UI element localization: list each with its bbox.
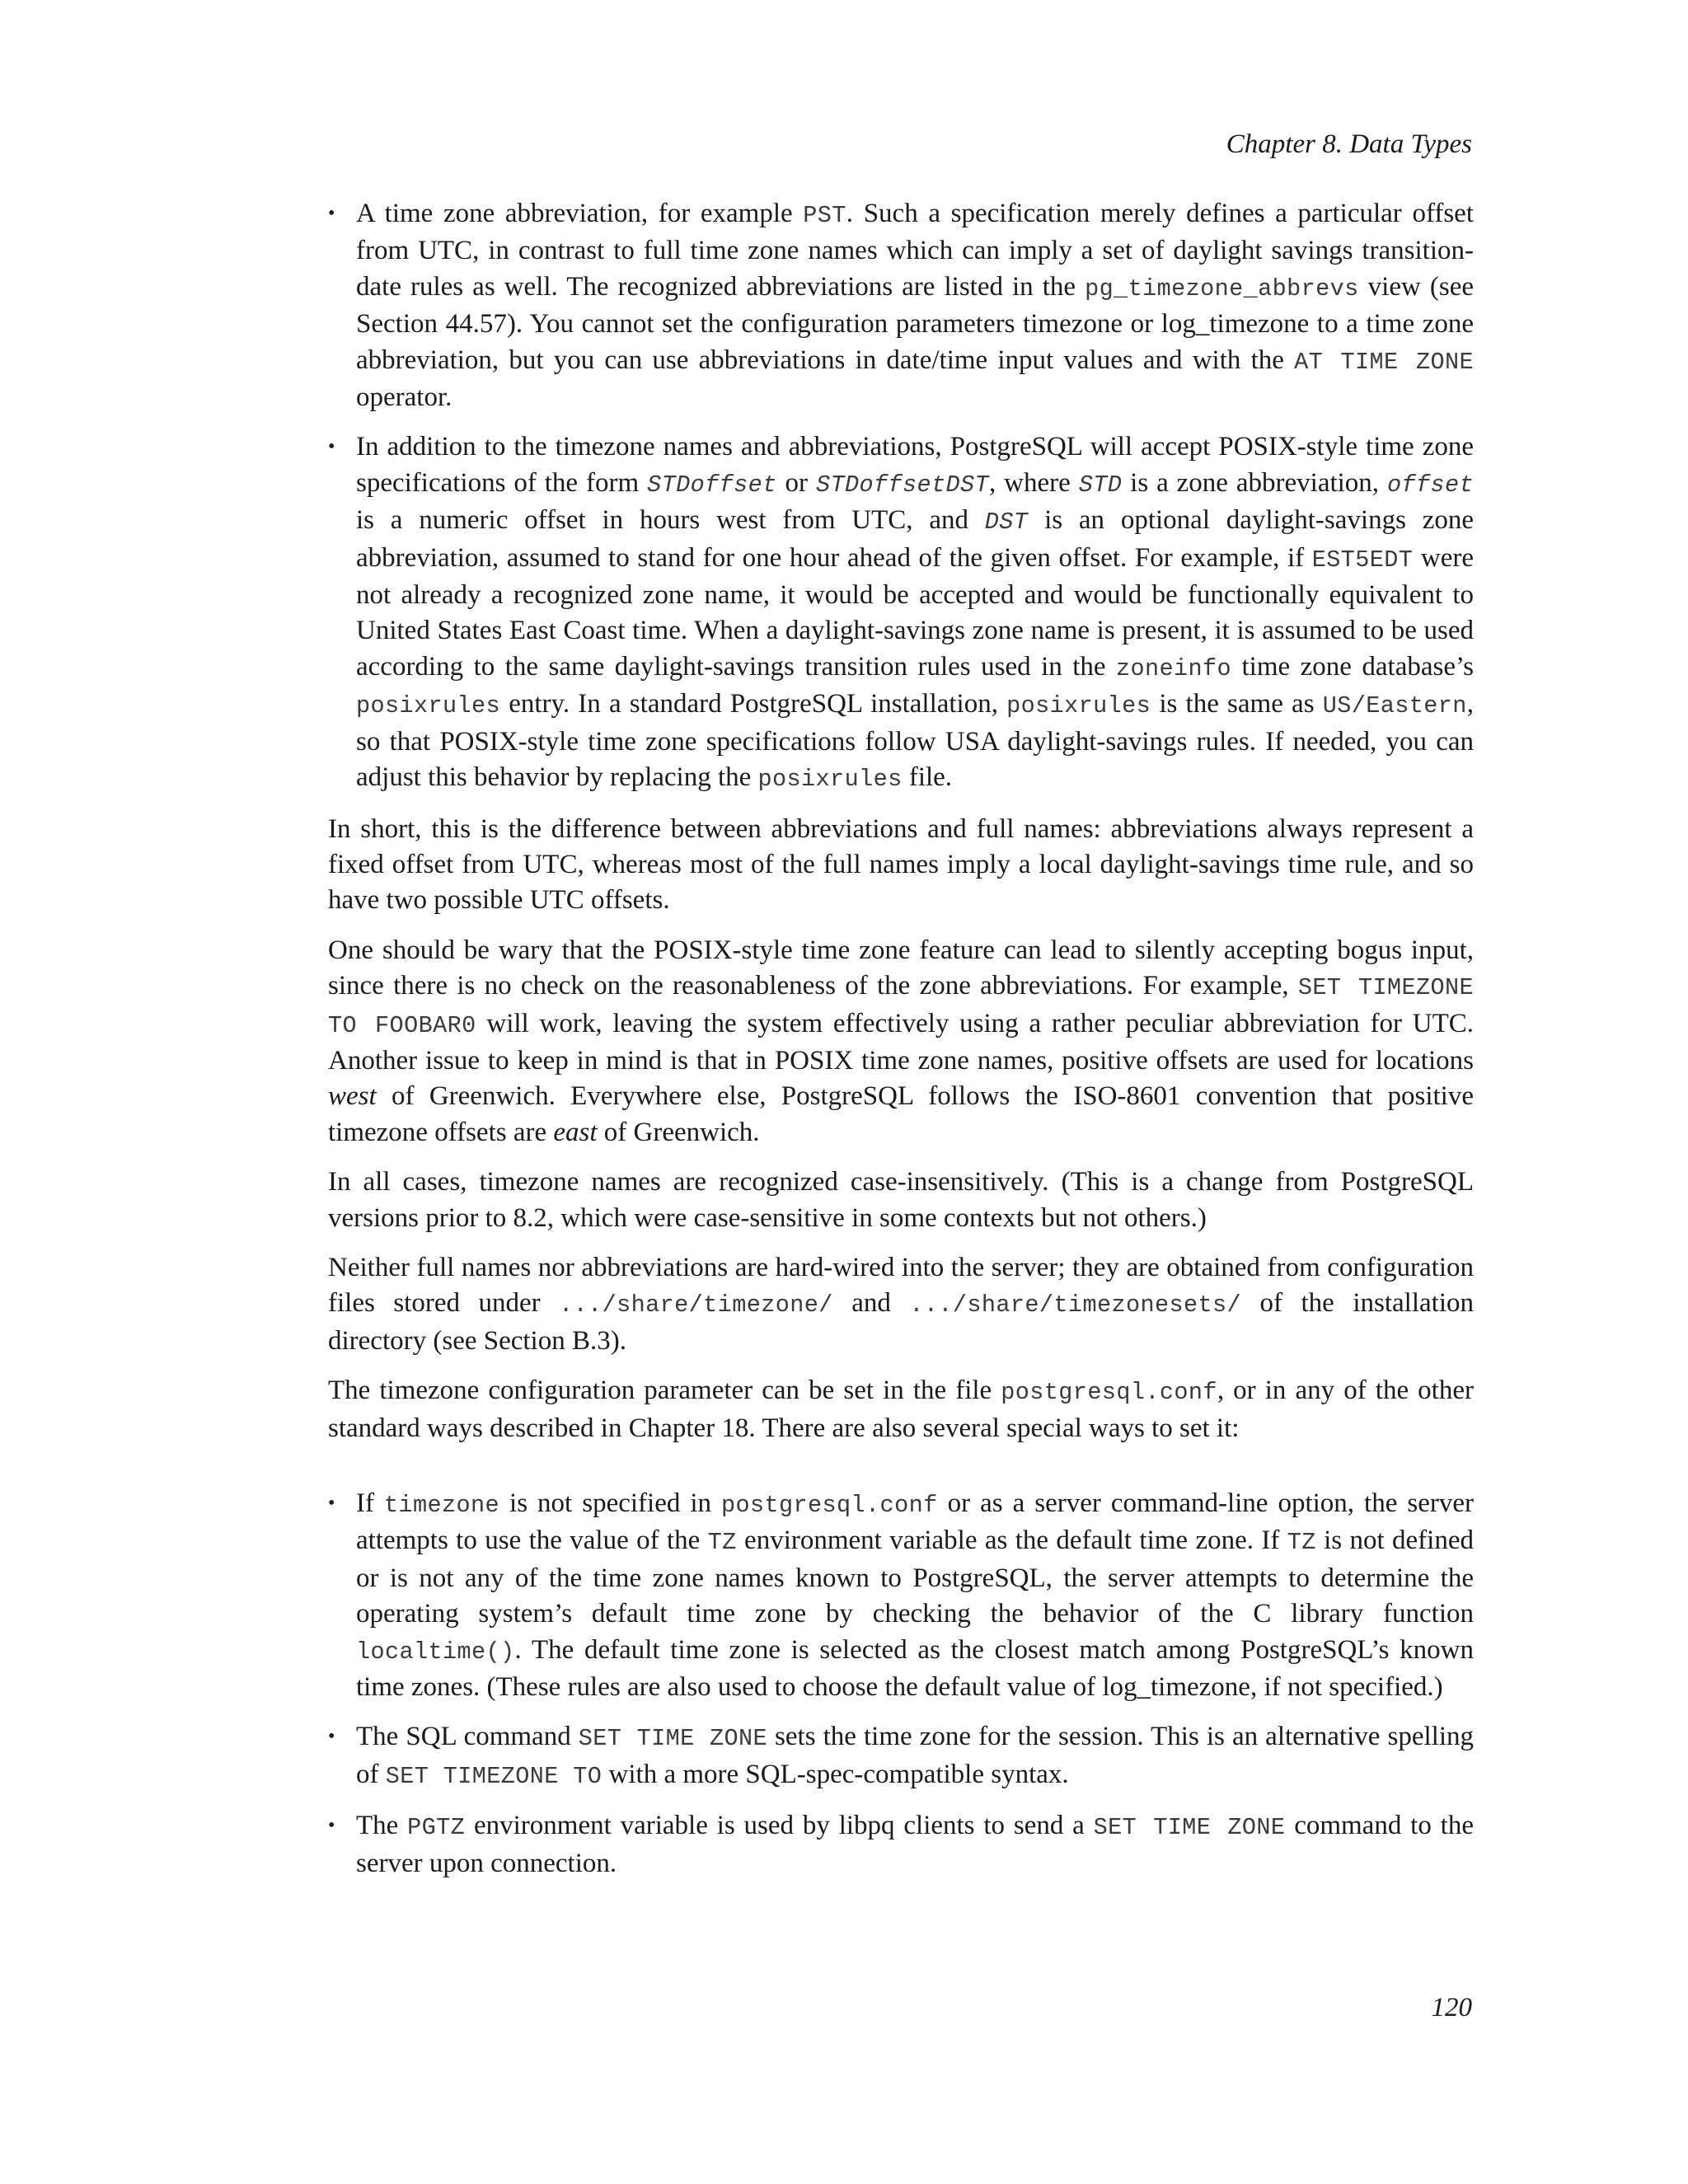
bullet-icon: • — [328, 1815, 335, 1837]
code-term: SET TIMEZONE TO — [385, 1762, 603, 1790]
text-run: One should be wary that the POSIX-style time zone feature can lead to silently accepting bogus input, since there is no check on the reasonableness of the zone abbreviations. For example, — [328, 935, 1474, 1001]
text-run: In addition to the timezone names and abbreviations, PostgreSQL will accept POSIX-style time zone specifications of the form — [356, 432, 1474, 498]
code-term: DST — [984, 509, 1029, 537]
text-run: operator. — [356, 382, 452, 413]
text-run: environment variable as the default time zone. If — [736, 1526, 1287, 1556]
bullet-icon: • — [328, 1493, 335, 1514]
text-run: and — [832, 1288, 910, 1319]
text-run: view (see Section 44.57). You cannot set the configuration parameters timezone or log_timezone to a time zone abbreviation, but you can use abbreviations in date/time input values and with the — [356, 271, 1474, 375]
text-run: is a zone abbreviation, — [1122, 467, 1387, 498]
text-run: of Greenwich. Everywhere else, PostgreSQL follows the ISO-8601 convention that positive timezone offsets are — [328, 1081, 1474, 1147]
code-term: posixrules — [356, 692, 501, 720]
code-path: .../share/timezone/ — [559, 1291, 833, 1319]
code-term: EST5EDT — [1311, 546, 1414, 574]
text-run: The — [356, 1811, 408, 1841]
text-run: . Such a specification merely defines a particular offset from UTC, in contrast to full time zone names which can imply a set of daylight savings transition-date rules as well. The recognized abbreviations are listed in the — [356, 199, 1474, 302]
code-term: PST — [803, 202, 846, 229]
text-run: The SQL command — [356, 1722, 579, 1752]
code-term: localtime() — [356, 1638, 515, 1666]
bullet-list-set-methods — [328, 1486, 1474, 1882]
text-run: , or in any of the other standard ways described in Chapter 18. There are also several special ways to set it: — [328, 1376, 1474, 1443]
code-term: TZ — [1287, 1529, 1316, 1557]
text-run: The timezone configuration parameter can be set in the file — [328, 1376, 1001, 1406]
code-term: US/Eastern — [1322, 692, 1467, 720]
text-run: If — [356, 1488, 384, 1518]
bullet-icon: • — [328, 436, 335, 458]
list-item-tz-env — [328, 1486, 1474, 1705]
text-run: Neither full names nor abbreviations are hard-wired into the server; they are obtained from configuration files stored under — [328, 1252, 1474, 1319]
list-item-posix-style — [328, 429, 1474, 797]
code-term: postgresql.conf — [721, 1492, 938, 1519]
code-term: STD — [1078, 471, 1123, 499]
text-run: of the installation directory (see Section B.3). — [328, 1288, 1474, 1356]
text-run: , so that POSIX-style time zone specifications follow USA daylight-savings rules. If needed, you can adjust this behavior by replacing the — [356, 689, 1474, 793]
text-run: of Greenwich. — [597, 1117, 760, 1147]
code-term: TZ — [707, 1529, 737, 1557]
paragraph-in-short: In short, this is the difference between abbreviations and full names: abbreviations always represent a fixed offset from UTC, whereas most of the full names imply a local daylight-savings time rule, and so have two possible UTC offsets. — [328, 813, 1474, 916]
code-term: pg_timezone_abbrevs — [1085, 274, 1359, 302]
code-term: PGTZ — [407, 1814, 466, 1842]
bullet-list-zone-forms — [328, 196, 1474, 798]
code-term: SET TIME ZONE — [578, 1725, 767, 1753]
emphasis: east — [553, 1117, 598, 1147]
text-run: is the same as — [1151, 689, 1323, 719]
code-term: AT TIME ZONE — [1294, 348, 1474, 376]
code-term: offset — [1386, 471, 1475, 499]
code-term: SET TIMEZONE TO FOOBAR0 — [328, 974, 1474, 1039]
text-run: will work, leaving the system effectively using a rather peculiar abbreviation for UTC. Another issue to keep in mind is that in POSIX time zone names, positive offsets are used for locations — [328, 1008, 1474, 1076]
running-header: Chapter 8. Data Types — [1226, 129, 1472, 159]
emphasis: west — [328, 1081, 377, 1112]
text-run: is not specified in — [499, 1488, 722, 1518]
text-run: is not defined or is not any of the time zone names known to PostgreSQL, the server attempts to determine the operating system’s default time zone by checking the behavior of the C library function — [356, 1526, 1474, 1629]
text-run: with a more SQL-spec-compatible syntax. — [602, 1759, 1069, 1789]
page-body — [328, 196, 1474, 1896]
text-run: . The default time zone is selected as the closest match among PostgreSQL’s known time zones. (These rules are also used to choose the default value of log_timezone, if not specified.) — [356, 1634, 1474, 1703]
paragraph-case-insensitive: In all cases, timezone names are recognized case-insensitively. (This is a change from PostgreSQL versions prior to 8.2, which were case-sensitive in some contexts but not others.) — [328, 1167, 1474, 1233]
list-item-set-time-zone — [328, 1719, 1474, 1794]
text-run: sets the time zone for the session. This is an alternative spelling of — [356, 1722, 1474, 1789]
code-term: posixrules — [1006, 692, 1151, 720]
text-run: , where — [989, 467, 1079, 498]
code-term: posixrules — [757, 766, 903, 794]
text-run: were not already a recognized zone name, it would be accepted and would be functionally equivalent to United States East Coast time. When a daylight-savings zone name is present, it is assumed to be used according to the same daylight-savings transition rules used in the — [356, 542, 1474, 682]
paragraph-config-parameter — [328, 1373, 1474, 1446]
code-term: timezone — [384, 1492, 500, 1519]
code-term: SET TIME ZONE — [1093, 1814, 1286, 1842]
code-term: postgresql.conf — [1001, 1379, 1217, 1407]
code-term: STDoffset — [647, 471, 777, 499]
list-item-pgtz — [328, 1808, 1474, 1882]
text-run: file. — [902, 762, 953, 793]
text-run: or — [776, 467, 816, 498]
paragraph-posix-warning — [328, 933, 1474, 1151]
text-run: A time zone abbreviation, for example — [356, 199, 804, 228]
code-term: zoneinfo — [1116, 654, 1232, 682]
page-number: 120 — [1431, 1993, 1472, 2022]
code-term: STDoffsetDST — [815, 471, 989, 499]
text-run: is an optional daylight-savings zone abbreviation, assumed to stand for one hour ahead of the given offset. For example, if — [356, 505, 1475, 573]
text-run: or as a server command-line option, the server attempts to use the value of the — [356, 1488, 1474, 1556]
text-run: command to the server upon connection. — [356, 1811, 1474, 1878]
list-item-abbreviation — [328, 196, 1474, 415]
text-run: environment variable is used by libpq clients to send a — [465, 1811, 1094, 1841]
text-run: is a numeric offset in hours west from UTC, and — [356, 505, 985, 536]
code-path: .../share/timezonesets/ — [909, 1291, 1241, 1319]
text-run: time zone database’s — [1231, 651, 1474, 682]
paragraph-config-files — [328, 1250, 1474, 1359]
bullet-icon: • — [328, 203, 335, 224]
text-run: entry. In a standard PostgreSQL installation, — [500, 689, 1007, 719]
bullet-icon: • — [328, 1726, 335, 1748]
